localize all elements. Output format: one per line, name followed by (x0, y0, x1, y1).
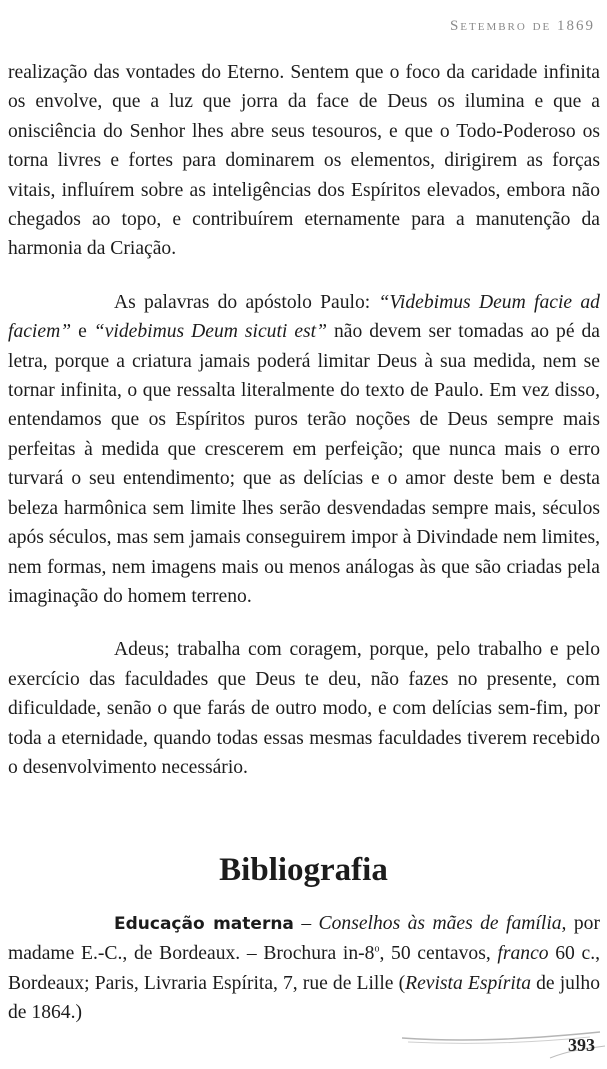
latin-quote-1: “Videbimus Deum facie ad faciem” (8, 291, 600, 343)
journal-name: Revista Espírita (405, 972, 532, 994)
p2-rest: não devem ser tomadas ao pé da letra, porque a criatura jamais poderá limitar Deus à sua medida, nem se tornar infinita, o que ressalta literalmente do texto de Paulo. Em vez disso, entendamos que os Espíritos puros terão noções de Deus sempre mais perfeitas à medida que crescerem em perfeição; que nunca mais o erro turvará o seu entendimento; que as delícias e o amor deste bem e desta beleza harmônica sem limite lhes serão desvendadas sempre mais, séculos após séculos, mas sem jamais conseguirem impor à Divindade nem limites, nem formas, nem imagens mais ou menos análogas às que são criadas pela imaginação do homem terreno. (8, 321, 601, 607)
body-text (8, 58, 600, 782)
latin-quote-2: “videbimus Deum sicuti est” (93, 321, 327, 343)
book-title: Educação materna (114, 914, 294, 934)
biblio-text-4: de julho de 1864.) (8, 972, 601, 1024)
biblio-text-2: , 50 centavos, (379, 943, 498, 965)
paragraph-3: Adeus; trabalha com coragem, porque, pelo trabalho e pelo exercício das faculdades que Deus te deu, não fazes no presente, com dificuldade, senão o que farás de outro modo, e com delícias sem-fim, por toda a eternidade, quando todas essas mesmas faculdades tiverem recebido o desenvolvimento necessário. (8, 639, 600, 778)
p2-and: e (71, 321, 94, 343)
paragraph-1: realização das vontades do Eterno. Sentem que o foco da caridade infinita os envolve, que a luz que jorra da face de Deus os ilumina e que a onisciência do Senhor lhes abre seus tesouros, e que o Todo-Poderoso os torna livres e fortes para dominarem os elementos, dirigirem as forças vitais, influírem sobre as inteligências dos Espíritos elevados, embora não chegados ao topo, e contribuírem eternamente para a manutenção da harmonia da Criação. (8, 62, 600, 260)
page-number: 393 (568, 1035, 595, 1055)
running-header: Setembro de 1869 (449, 18, 595, 34)
bibliography-entry (8, 909, 600, 1028)
ordinal-indicator: o (374, 943, 380, 955)
biblio-text-3: 60 c., Bordeaux; Paris, Livraria Espírita, 7, rue de Lille ( (8, 943, 600, 994)
p2-intro: As palavras do apóstolo Paulo: (114, 291, 379, 313)
book-subtitle: Conselhos às mães de família, (318, 913, 567, 934)
paragraph-2 (8, 288, 600, 611)
biblio-text-1: por madame E.-C., de Bordeaux. – Brochura in-8 (8, 913, 601, 965)
dash: – (293, 913, 319, 934)
section-title: Bibliografia (219, 852, 388, 888)
franco-word: franco (497, 943, 549, 965)
